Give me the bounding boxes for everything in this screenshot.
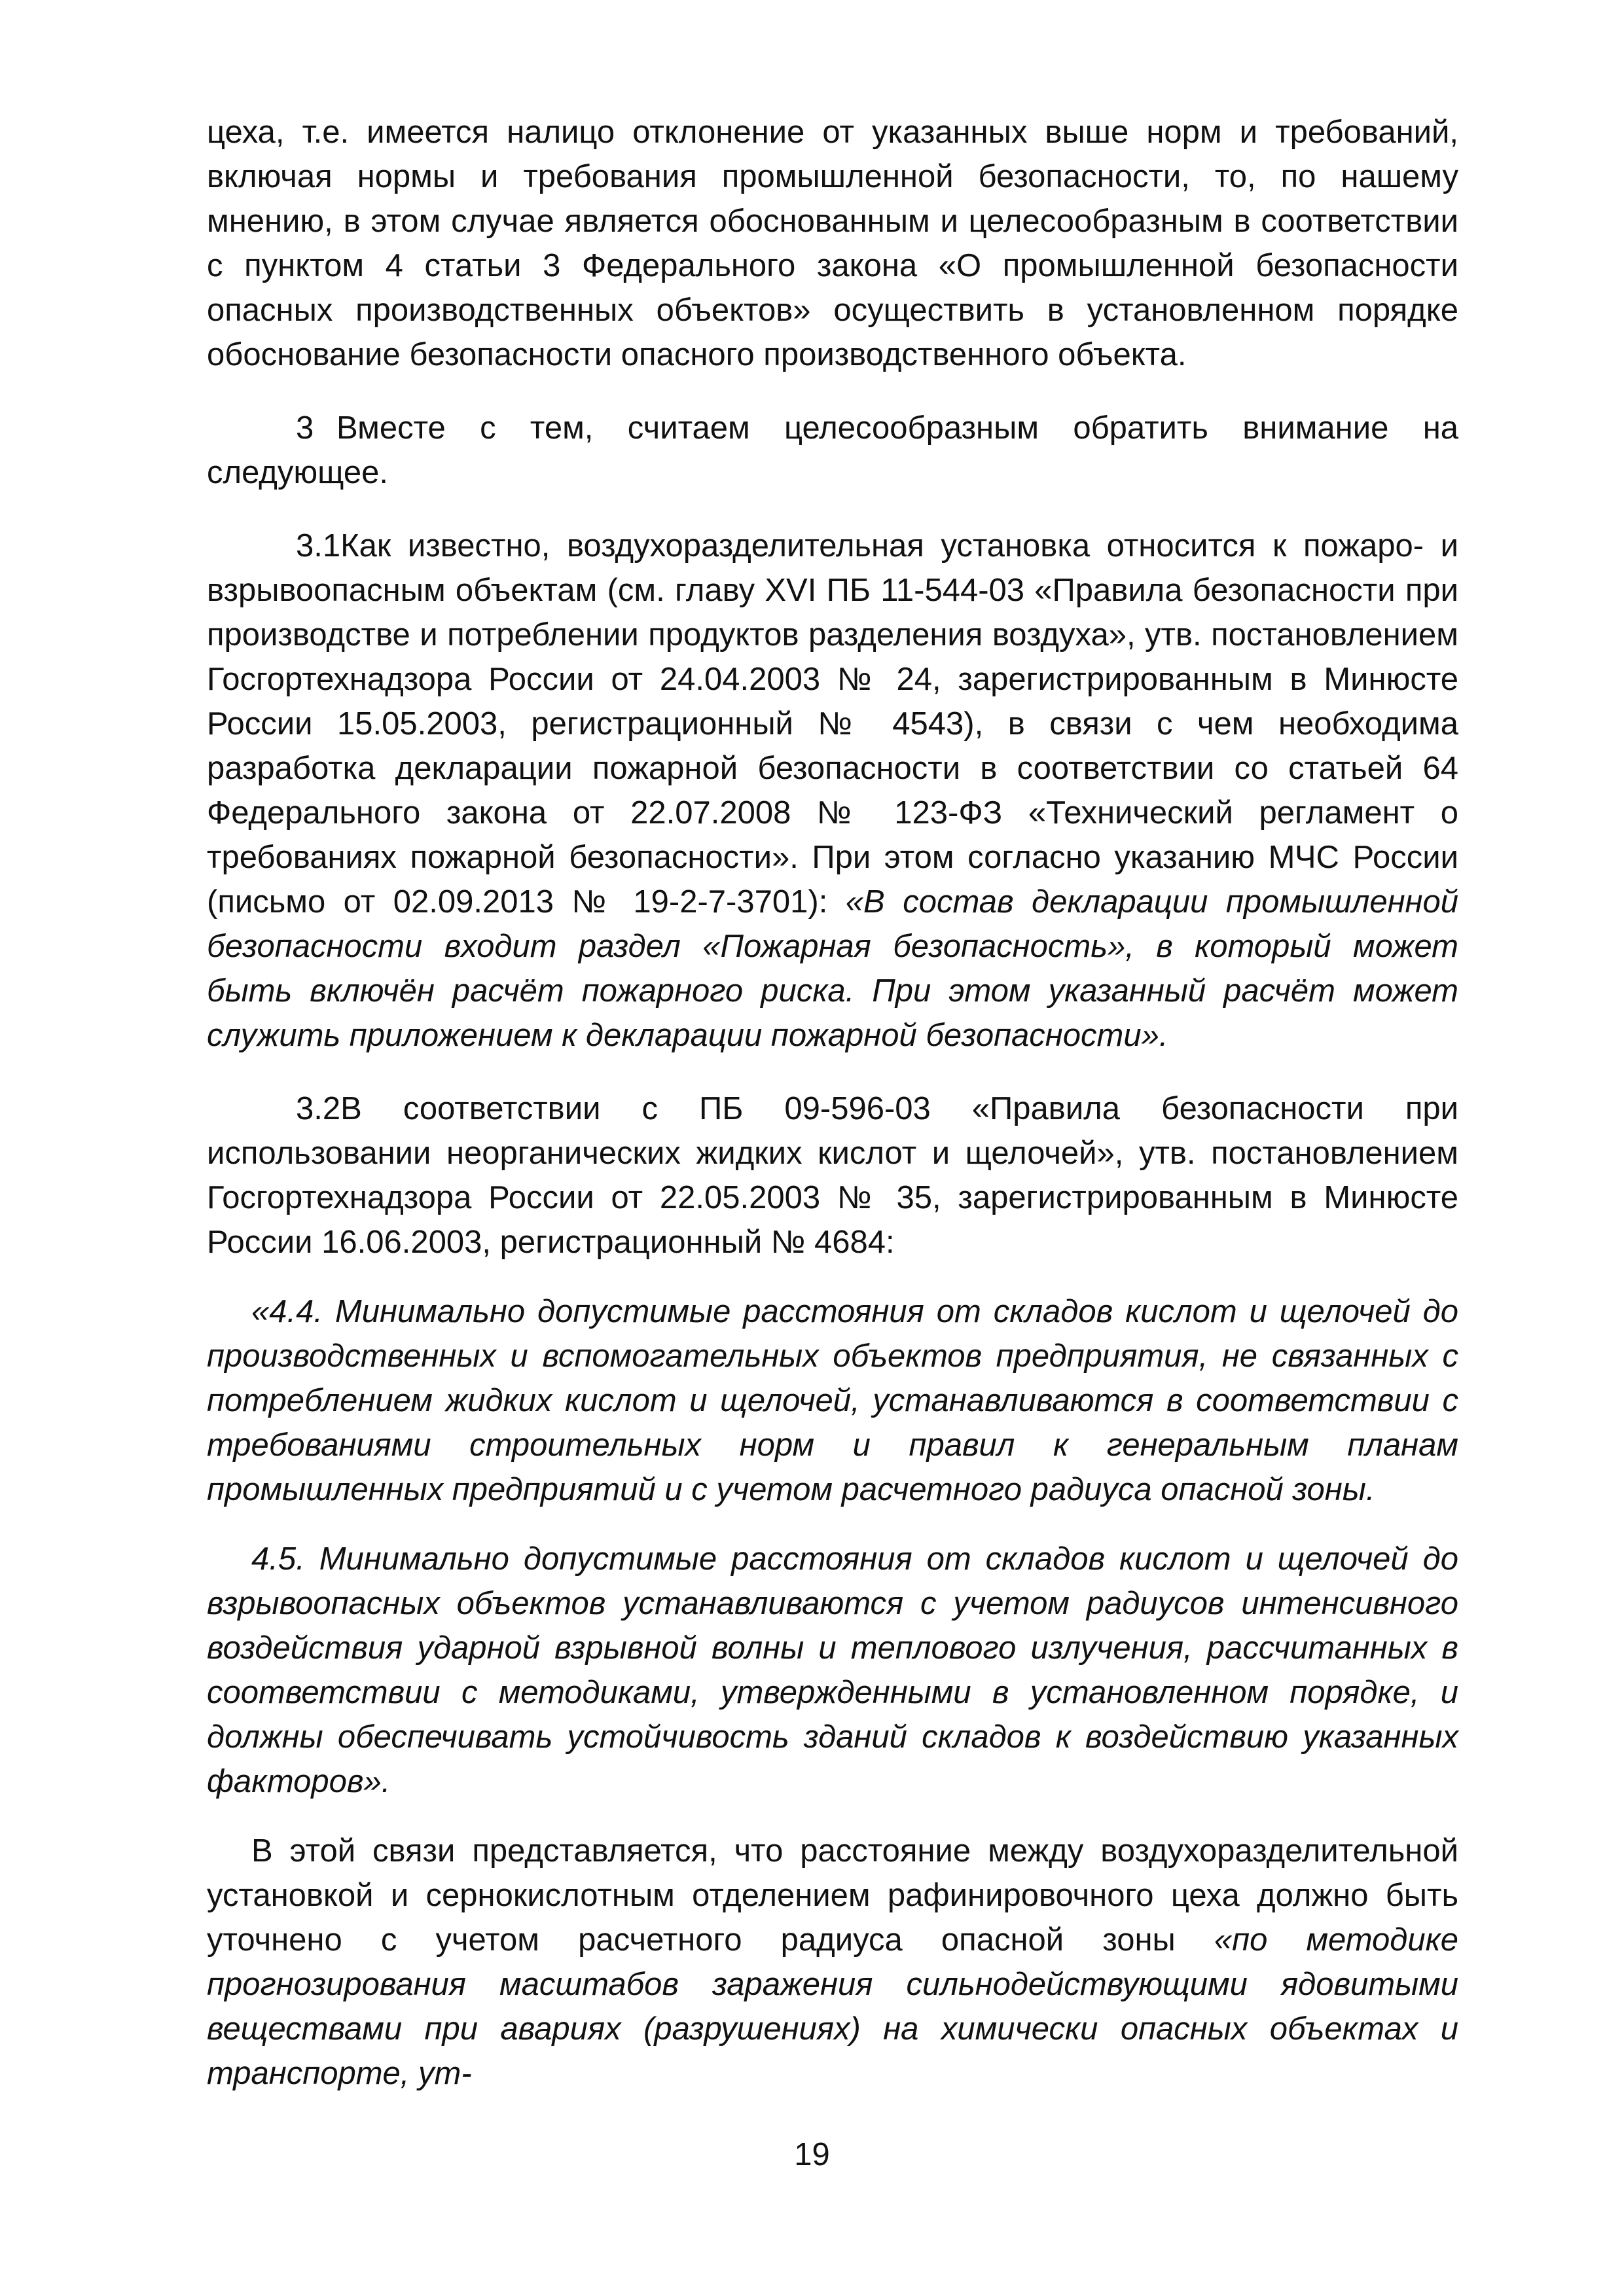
paragraph-3-1-number: 3.1	[296, 528, 341, 564]
paragraph-3-1-quote: «В состав декларации промышленной безопасности входит раздел «Пожарная безопасность», в который может быть включён расчёт пожарного риска. При этом указанный расчёт может служить приложением к декларации пожарной безопасности».	[207, 884, 1459, 1053]
paragraph-3-1-text: Как известно, воздухоразделительная установка относится к пожаро- и взрывоопасным объектам (см. главу XVI ПБ 11-544-03 «Правила безопасности при производстве и потреблении продуктов разделения воздуха», утв. постановлением Госгортехнадзора России от 24.04.2003 № 24, зарегистрированным в Минюсте России 15.05.2003, регистрационный № 4543), в связи с чем необходима разработка декларации пожарной безопасности в соответствии со статьей 64 Федерального закона от 22.07.2008 № 123-ФЗ «Технический регламент о требованиях пожарной безопасности». При этом согласно указанию МЧС России (письмо от 02.09.2013 № 19-2-7-3701):	[207, 528, 1458, 920]
paragraph-conclusion-quote: «по методике прогнозирования масштабов заражения сильнодействующими ядовитыми веществами при авариях (разрушениях) на химически опасных объектах и транспорте, ут-	[207, 1922, 1458, 2091]
paragraph-conclusion-text: В этой связи представляется, что расстояние между воздухоразделительной установкой и сернокислотным отделением рафинировочного цеха должно быть уточнено с учетом расчетного радиуса опасной зоны	[207, 1833, 1458, 1958]
quote-4-5-text: 4.5. Минимально допустимые расстояния от складов кислот и щелочей до взрывоопасных объектов устанавливаются с учетом радиусов интенсивного воздействия ударной взрывной волны и теплового излучения, рассчитанных в соответствии с методиками, утвержденными в установленном порядке, и должны обеспечивать устойчивость зданий складов к воздействию указанных факторов».	[207, 1541, 1458, 1799]
quote-4-4-text: «4.4. Минимально допустимые расстояния от складов кислот и щелочей до производственных и вспомогательных объектов предприятия, не связанных с потреблением жидких кислот и щелочей, устанавливаются в соответствии с требованиями строительных норм и правил к генеральным планам промышленных предприятий и с учетом расчетного радиуса опасной зоны.	[207, 1294, 1458, 1507]
page-number: 19	[794, 2137, 830, 2172]
paragraph-3	[207, 406, 1458, 495]
quote-4-4	[207, 1289, 1458, 1512]
document-body	[207, 110, 1458, 2096]
paragraph-intro-text: цеха, т.е. имеется налицо отклонение от указанных выше норм и требований, включая нормы и требования промышленной безопасности, то, по нашему мнению, в этом случае является обоснованным и целесообразным в соответствии с пунктом 4 статьи 3 Федерального закона «О промышленной безопасности опасных производственных объектов» осуществить в установленном порядке обоснование безопасности опасного производственного объекта.	[207, 115, 1458, 372]
quote-4-5	[207, 1537, 1458, 1804]
paragraph-3-number: 3	[296, 410, 314, 446]
paragraph-3-2-text: В соответствии с ПБ 09-596-03 «Правила безопасности при использовании неорганических жидких кислот и щелочей», утв. постановлением Госгортехнадзора России от 22.05.2003 № 35, зарегистрированным в Минюсте России 16.06.2003, регистрационный № 4684:	[207, 1091, 1458, 1260]
paragraph-3-1	[207, 524, 1458, 1058]
paragraph-3-2	[207, 1086, 1458, 1265]
paragraph-conclusion	[207, 1829, 1458, 2096]
paragraph-3-2-number: 3.2	[296, 1091, 341, 1126]
paragraph-3-text: Вместе с тем, считаем целесообразным обратить внимание на следующее.	[207, 410, 1458, 490]
paragraph-intro	[207, 110, 1458, 377]
